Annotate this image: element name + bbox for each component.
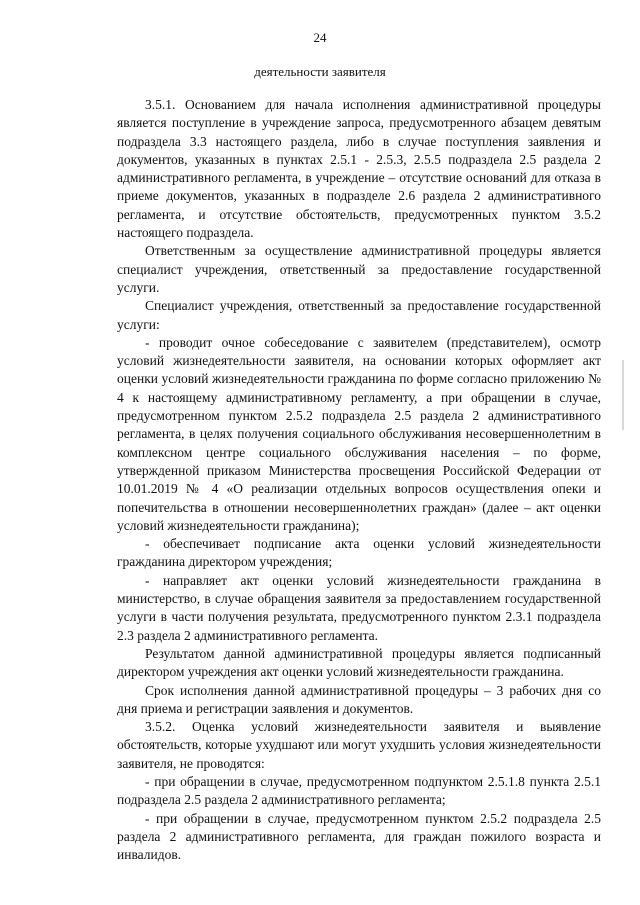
paragraph-result: Результатом данной административной процедуры является подписанный директором учреждения акт оценки условий жизнедеятельности гражданина.: [117, 645, 601, 680]
list-item-forwarding: - направляет акт оценки условий жизнедеятельности гражданина в министерство, в случае обращения заявителя за предоставлением государственной услуги в части получения результата, предусмотренного пунктом 2.3.1 подраздела 2.3 раздела 2 административного регламента.: [117, 572, 601, 643]
list-item-interview: - проводит очное собеседование с заявителем (представителем), осмотр условий жизнедеятельности заявителя, на основании которых оформляет акт оценки условий жизнедеятельности гражданина по форме согласно приложению № 4 к настоящему административному регламенту, а при обращении в случае, предусмотренном пунктом 2.5.2 подраздела 2.5 раздела 2 административного регламента, в целях получения социального обслуживания несовершеннолетним в комплексном центре социального обслуживания населения – по форме, утвержденной приказом Министерства просвещения Российской Федерации от 10.01.2019 № 4 «О реализации отдельных вопросов осуществления опеки и попечительства в отношении несовершеннолетних граждан» (далее – акт оценки условий жизнедеятельности гражданина);: [117, 334, 601, 533]
paragraph-3-5-1: 3.5.1. Основанием для начала исполнения административной процедуры является поступление в учреждение запроса, предусмотренного абзацем девятым подраздела 3.3 настоящего раздела, либо в случае поступления заявления и документов, указанных в пунктах 2.5.1 - 2.5.3, 2.5.5 подраздела 2.5 раздела 2 административного регламента, в учреждение – отсутствие оснований для отказа в приеме документов, указанных в подразделе 2.6 раздела 2 административного регламента, и отсутствие обстоятельств, предусмотренных пунктом 3.5.2 настоящего подраздела.: [117, 97, 601, 241]
document-body: [117, 96, 601, 864]
section-heading-continuation: деятельности заявителя: [254, 64, 386, 79]
list-item-exception-2: - при обращении в случае, предусмотренном пунктом 2.5.2 подраздела 2.5 раздела 2 административного регламента, для граждан пожилого возраста и инвалидов.: [117, 810, 601, 863]
paragraph-specialist-intro: Специалист учреждения, ответственный за предоставление государственной услуги:: [117, 298, 601, 332]
paragraph-3-5-2: 3.5.2. Оценка условий жизнедеятельности заявителя и выявление обстоятельств, которые ухудшают или могут ухудшить условия жизнедеятельности заявителя, не проводятся:: [117, 719, 601, 771]
paragraph-deadline: Срок исполнения данной административной процедуры – 3 рабочих дня со дня приема и регистрации заявления и документов.: [117, 682, 601, 716]
list-item-signing: - обеспечивает подписание акта оценки условий жизнедеятельности гражданина директором учреждения;: [117, 536, 601, 570]
scan-edge-mark: [622, 360, 624, 430]
list-item-exception-1: - при обращении в случае, предусмотренном подпунктом 2.5.1.8 пункта 2.5.1 подраздела 2.5 раздела 2 административного регламента;: [117, 773, 601, 808]
page-number: 24: [313, 30, 327, 45]
paragraph-responsible: Ответственным за осуществление административной процедуры является специалист учреждения, ответственный за предоставление государственной услуги.: [117, 243, 601, 295]
